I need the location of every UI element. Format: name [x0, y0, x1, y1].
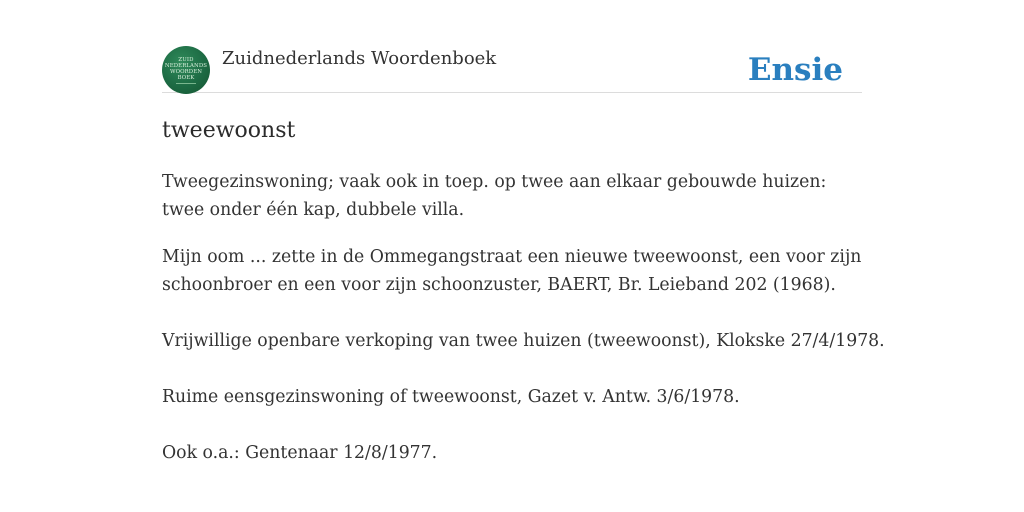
entry-citation: Vrijwillige openbare verkoping van twee huizen (tweewoonst), Klokske 27/4/1978. [162, 331, 885, 351]
ensie-brand-link[interactable]: Ensie [747, 52, 843, 88]
logo-text-line: WOORDEN [169, 68, 203, 75]
entry-citation: Ruime eensgezinswoning of tweewoonst, Gazet v. Antw. 3/6/1978. [162, 387, 740, 407]
entry-headword: tweewoonst [162, 118, 296, 143]
entry-citation: Mijn oom ... zette in de Ommegangstraat een nieuwe tweewoonst, een voor zijn schoonbroer en een voor zijn schoonzuster, BAERT, Br. Leieband 202 (1968). [162, 247, 862, 295]
dictionary-logo[interactable] [162, 46, 210, 94]
logo-rule [176, 83, 196, 84]
logo-text-line: NEDERLANDS [164, 62, 208, 69]
entry-definition: Tweegezinswoning; vaak ook in toep. op twee aan elkaar gebouwde huizen: twee onder één kap, dubbele villa. [162, 172, 827, 220]
logo-text-line: ZUID [178, 56, 194, 63]
page [162, 0, 885, 512]
dictionary-title[interactable]: Zuidnederlands Woordenboek [222, 48, 497, 69]
entry-citation: Ook o.a.: Gentenaar 12/8/1977. [162, 443, 438, 463]
logo-text-line: BOEK [177, 74, 195, 81]
header [162, 44, 862, 93]
entry-content [162, 168, 885, 495]
